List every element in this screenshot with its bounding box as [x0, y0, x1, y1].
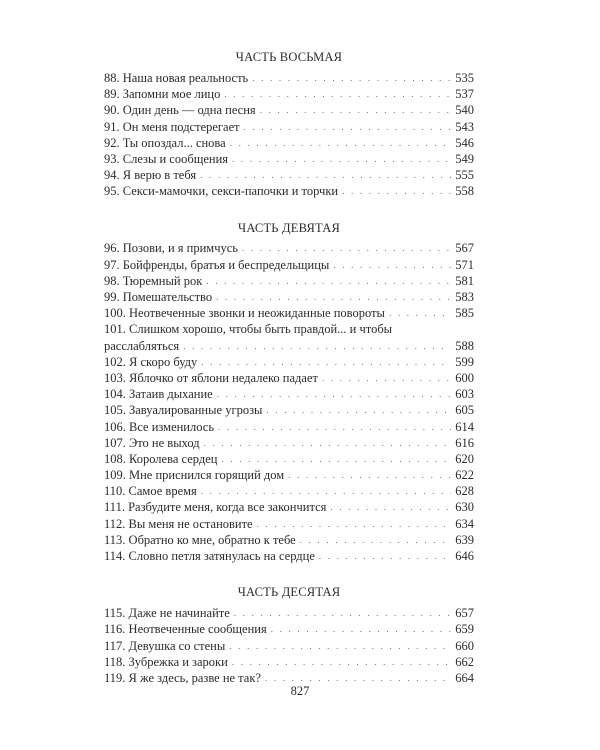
- toc-entry: [104, 289, 474, 305]
- entry-title: Девушка со стены: [128, 638, 226, 653]
- dot-leader: [288, 467, 451, 483]
- toc-entry: [104, 483, 474, 499]
- section-title: ЧАСТЬ ДЕВЯТАЯ: [238, 220, 340, 235]
- entry-title: Разбудите меня, когда все закончится: [128, 500, 327, 515]
- entry-page: 614: [455, 419, 474, 434]
- dot-leader: [333, 257, 451, 273]
- entry-number: 112.: [104, 516, 126, 531]
- entry-title: Зубрежка и зароки: [128, 654, 228, 669]
- dot-leader: [232, 151, 451, 167]
- entry-page: 555: [455, 168, 474, 183]
- entry-page: 659: [455, 622, 474, 637]
- toc-entry: [104, 419, 474, 435]
- entry-number: 91.: [104, 119, 120, 134]
- entry-second-line: [104, 338, 474, 354]
- entry-page: 558: [455, 184, 474, 199]
- toc-entry: [104, 451, 474, 467]
- entry-number: 103.: [104, 370, 126, 385]
- entry-page: 583: [455, 290, 474, 305]
- entry-number: 90.: [104, 103, 120, 118]
- entry-page: 639: [455, 532, 474, 547]
- dot-leader: [201, 483, 451, 499]
- entry-number: 111.: [104, 500, 125, 515]
- toc-entry: [104, 548, 474, 564]
- entry-number: 113.: [104, 532, 126, 547]
- entry-title: Это не выход: [129, 435, 200, 450]
- entry-title: Вы меня не остановите: [128, 516, 253, 531]
- dot-leader: [342, 183, 451, 199]
- page-number: 827: [290, 684, 310, 698]
- toc-entry: [104, 402, 474, 418]
- toc-list: [104, 241, 474, 565]
- toc-entry: [104, 183, 474, 199]
- entry-number: 115.: [104, 606, 126, 621]
- entry-title: Мне приснился горящий дом: [129, 468, 285, 483]
- entry-number: 97.: [104, 257, 120, 272]
- entry-number: 107.: [104, 435, 126, 450]
- entry-title: Яблочко от яблони недалеко падает: [129, 370, 318, 385]
- toc-entry: [104, 354, 474, 370]
- toc-entry: [104, 119, 474, 135]
- entry-page: 546: [455, 135, 474, 150]
- toc-entry: [104, 167, 474, 183]
- entry-number: 109.: [104, 468, 126, 483]
- entry-number: 117.: [104, 638, 126, 653]
- dot-leader: [271, 621, 452, 637]
- entry-page: 588: [455, 338, 474, 353]
- entry-page: 657: [455, 606, 474, 621]
- entry-number: 108.: [104, 451, 126, 466]
- dot-leader: [232, 654, 451, 670]
- toc-entry: [104, 654, 474, 670]
- entry-page: 537: [455, 87, 474, 102]
- entry-number: 98.: [104, 273, 120, 288]
- entry-title: Он меня подстерегает: [122, 119, 240, 134]
- dot-leader: [234, 605, 451, 621]
- entry-title: Я же здесь, разве не так?: [128, 670, 261, 685]
- entry-page: 622: [455, 468, 474, 483]
- toc-entry: [104, 467, 474, 483]
- entry-page: 605: [455, 403, 474, 418]
- toc-entry: [104, 370, 474, 386]
- entry-number: 101.: [104, 322, 126, 337]
- toc-entry: [104, 605, 474, 621]
- dot-leader: [216, 289, 451, 305]
- dot-leader: [266, 402, 451, 418]
- section-title: ЧАСТЬ ДЕСЯТАЯ: [237, 585, 341, 600]
- dot-leader: [260, 102, 452, 118]
- entry-title: Позови, и я примчусь: [122, 241, 238, 256]
- entry-title: Я верю в тебя: [122, 168, 197, 183]
- toc-entry: [104, 273, 474, 289]
- toc-entry: [104, 532, 474, 548]
- entry-number: 93.: [104, 151, 120, 166]
- section-part-eight: [104, 48, 474, 200]
- dot-leader: [230, 135, 452, 151]
- entry-title: Даже не начинайте: [128, 606, 230, 621]
- entry-number: 106.: [104, 419, 126, 434]
- entry-page: 664: [455, 670, 474, 685]
- toc-entry: [104, 102, 474, 118]
- entry-title: Один день — одна песня: [122, 103, 256, 118]
- entry-page: 630: [455, 500, 474, 515]
- entry-title: Завуалированные угрозы: [129, 403, 263, 418]
- dot-leader: [204, 435, 452, 451]
- entry-number: 102.: [104, 354, 126, 369]
- dot-leader: [330, 499, 451, 515]
- entry-page: 567: [455, 241, 474, 256]
- entry-page: 543: [455, 119, 474, 134]
- dot-leader: [217, 386, 452, 402]
- entry-page: 581: [455, 273, 474, 288]
- entry-number: 89.: [104, 87, 120, 102]
- entry-page: 628: [455, 484, 474, 499]
- entry-number: 114.: [104, 549, 126, 564]
- entry-number: 116.: [104, 622, 126, 637]
- toc-entry: [104, 257, 474, 273]
- entry-title: Словно петля затянулась на сердце: [128, 549, 315, 564]
- entry-page: 540: [455, 103, 474, 118]
- entry-page: 599: [455, 354, 474, 369]
- entry-page: 662: [455, 654, 474, 669]
- toc-entry: [104, 516, 474, 532]
- entry-number: 99.: [104, 290, 120, 305]
- entry-title: Затаив дыхание: [129, 387, 213, 402]
- section-part-ten: [104, 583, 474, 686]
- entry-title: Помешательство: [122, 290, 213, 305]
- entry-title: Слишком хорошо, чтобы быть правдой... и чтобы: [129, 322, 393, 337]
- dot-leader: [242, 240, 451, 256]
- entry-number: 104.: [104, 387, 126, 402]
- dot-leader: [322, 370, 451, 386]
- entry-page: 616: [455, 435, 474, 450]
- entry-title: Неотвеченные звонки и неожиданные повороты: [129, 306, 385, 321]
- entry-page: 585: [455, 306, 474, 321]
- table-of-contents: [104, 48, 474, 686]
- entry-title: Наша новая реальность: [122, 70, 249, 85]
- entry-title: Обратно ко мне, обратно к тебе: [128, 532, 296, 547]
- entry-number: 96.: [104, 241, 120, 256]
- entry-number: 100.: [104, 306, 126, 321]
- entry-number: 118.: [104, 654, 126, 669]
- entry-page: 620: [455, 451, 474, 466]
- dot-leader: [201, 354, 451, 370]
- toc-entry: [104, 151, 474, 167]
- dot-leader: [319, 548, 451, 564]
- entry-number: 95.: [104, 184, 120, 199]
- toc-entry: [104, 435, 474, 451]
- entry-page: 634: [455, 516, 474, 531]
- section-title: ЧАСТЬ ВОСЬМАЯ: [235, 50, 343, 64]
- entry-title: Неотвеченные сообщения: [128, 622, 267, 637]
- toc-entry: [104, 305, 474, 321]
- entry-number: 110.: [104, 484, 126, 499]
- toc-entry: [104, 135, 474, 151]
- entry-page: 600: [455, 370, 474, 385]
- dot-leader: [218, 419, 451, 435]
- entry-title: Королева сердец: [129, 451, 218, 466]
- toc-entry: [104, 86, 474, 102]
- entry-page: 549: [455, 151, 474, 166]
- entry-title: Слезы и сообщения: [122, 151, 229, 166]
- entry-title: Я скоро буду: [129, 354, 198, 369]
- entry-title: Запомни мое лицо: [122, 87, 221, 102]
- entry-title: Бойфренды, братья и беспредельщицы: [122, 257, 330, 272]
- dot-leader: [224, 86, 451, 102]
- entry-number: 94.: [104, 168, 120, 183]
- entry-title: Тюремный рок: [122, 273, 203, 288]
- entry-title: Самое время: [128, 484, 197, 499]
- entry-number: 88.: [104, 70, 120, 85]
- toc-entry: [104, 70, 474, 86]
- entry-title: Ты опоздал... снова: [122, 135, 226, 150]
- dot-leader: [229, 638, 451, 654]
- dot-leader: [200, 167, 451, 183]
- toc-entry: [104, 621, 474, 637]
- entry-page: 535: [455, 70, 474, 85]
- dot-leader: [221, 451, 451, 467]
- dot-leader: [183, 338, 451, 354]
- entry-title: Все изменилось: [129, 419, 215, 434]
- entry-number: 105.: [104, 403, 126, 418]
- dot-leader: [300, 532, 452, 548]
- entry-number: 92.: [104, 135, 120, 150]
- entry-page: 603: [455, 387, 474, 402]
- toc-entry: [104, 386, 474, 402]
- entry-number: 119.: [104, 670, 126, 685]
- entry-page: 646: [455, 549, 474, 564]
- dot-leader: [257, 516, 452, 532]
- toc-entry: [104, 638, 474, 654]
- toc-entry: [104, 241, 474, 257]
- dot-leader: [206, 273, 451, 289]
- entry-page: 571: [455, 257, 474, 272]
- entry-page: 660: [455, 638, 474, 653]
- toc-list: [104, 70, 474, 200]
- toc-entry: [104, 500, 474, 516]
- toc-entry: [104, 321, 474, 353]
- entry-title: Секси-мамочки, секси-папочки и торчки: [122, 184, 339, 199]
- dot-leader: [244, 119, 452, 135]
- section-part-nine: [104, 219, 474, 565]
- toc-list: [104, 605, 474, 686]
- entry-first-line: [104, 321, 474, 337]
- entry-title-continued: расслабляться: [104, 338, 180, 353]
- dot-leader: [389, 305, 451, 321]
- dot-leader: [252, 70, 451, 86]
